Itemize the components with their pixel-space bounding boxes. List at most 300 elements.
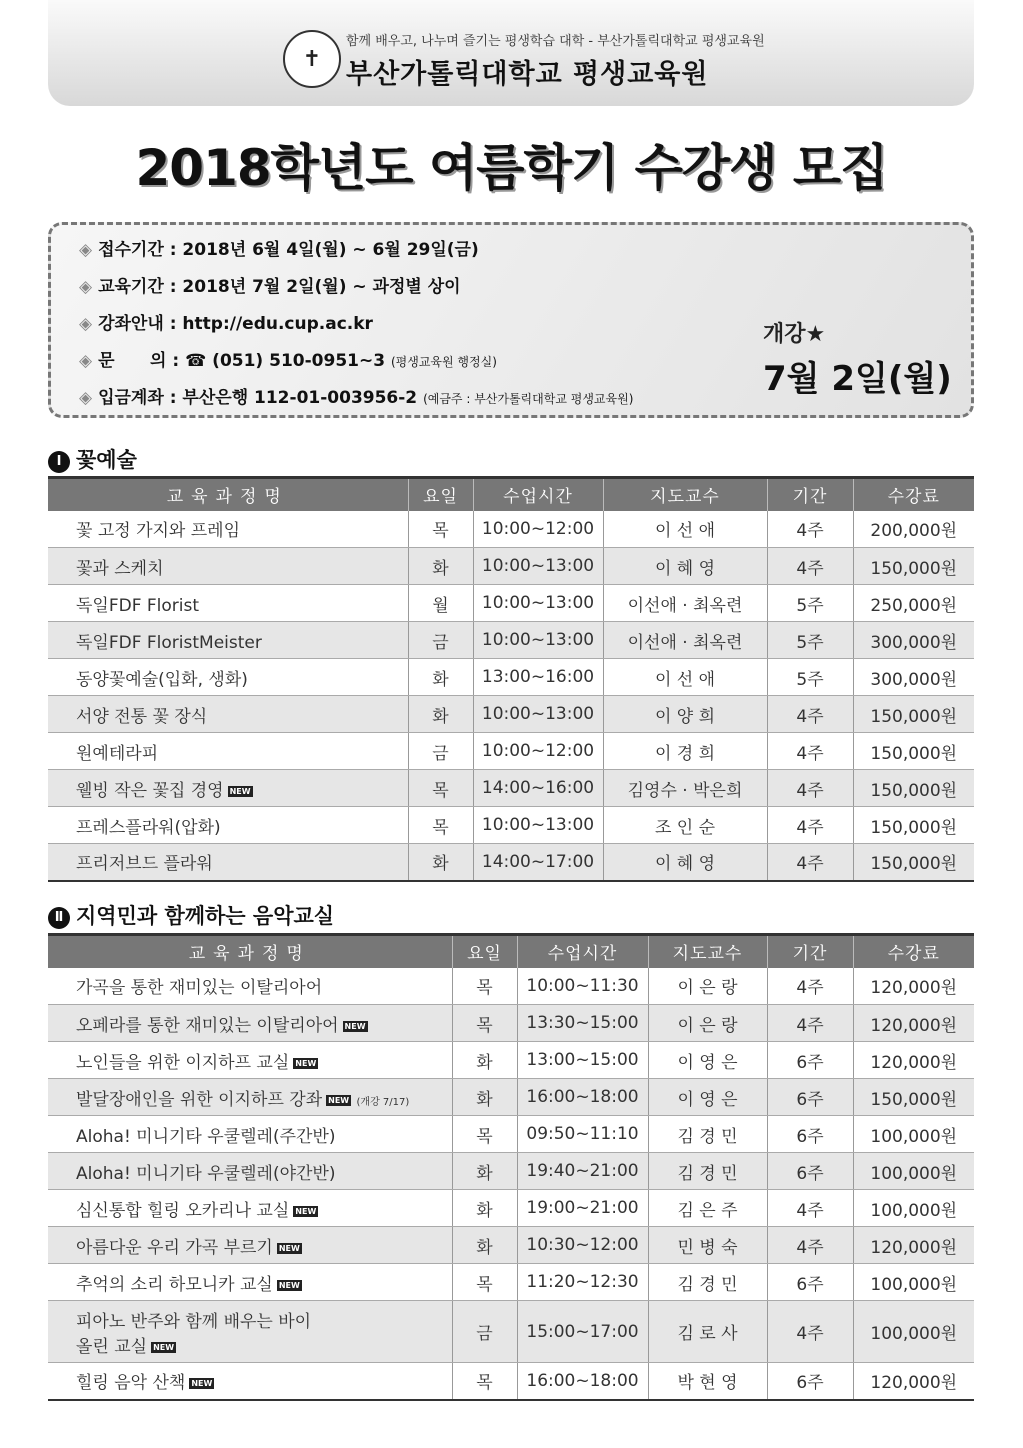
fee-cell: [853, 696, 974, 733]
cell-text: 이 은 랑: [677, 1015, 738, 1036]
weekday-cell: [408, 770, 473, 807]
course-name-cell: [48, 659, 408, 696]
cell-text: 서양 전통 꽃 장식: [76, 706, 208, 727]
info-line: ◈ 접수기간 : 2018년 6월 4일(월) ~ 6월 29일(금): [79, 240, 479, 260]
instructor-cell: [603, 622, 767, 659]
column-header: 교육과정명: [48, 478, 408, 511]
info-note: (예금주 : 부산가톨릭대학교 평생교육원): [423, 392, 634, 406]
table-row: [48, 696, 974, 733]
cell-text: 100,000원: [870, 1324, 958, 1344]
class-time-cell: [517, 1363, 648, 1400]
class-time-cell: [473, 844, 603, 881]
cell-text: 꽃과 스케치: [76, 558, 164, 579]
course-table-flower: [48, 476, 974, 882]
duration-cell: [767, 1116, 853, 1153]
cell-text: 이 혜 영: [654, 854, 716, 875]
class-time-cell: [517, 1227, 648, 1264]
cell-text: 이선애 · 최옥련: [627, 595, 743, 616]
cell-text: 금: [432, 743, 449, 764]
cell-text: 100,000원: [870, 1163, 958, 1184]
weekday-cell: [408, 548, 473, 585]
cell-text: 4주: [796, 817, 824, 838]
cell-text: 김 경 민: [677, 1274, 738, 1295]
table-row: [48, 1042, 974, 1079]
cell-text: 민 병 숙: [677, 1237, 738, 1258]
diamond-icon: ◈: [79, 277, 93, 297]
cell-text: 아름다운 우리 가곡 부르기: [76, 1237, 273, 1258]
cell-text: 150,000원: [870, 780, 958, 801]
cell-text: 4주: [796, 1200, 824, 1221]
cell-text: 4주: [796, 1015, 824, 1036]
course-name-cell: [48, 1363, 452, 1400]
cell-text: 6주: [796, 1089, 824, 1110]
university-logo: ✝: [283, 30, 341, 88]
cell-text: 이 영 은: [677, 1052, 738, 1073]
cell-text: 5주: [796, 669, 824, 690]
info-value: 부산은행 112-01-003956-2: [182, 388, 418, 408]
weekday-cell: [408, 733, 473, 770]
info-value: ☎ (051) 510-0951~3: [185, 351, 386, 371]
duration-cell: [767, 659, 853, 696]
course-name-cell: [48, 1227, 452, 1264]
cell-text: 화: [432, 669, 449, 690]
table-row: [48, 659, 974, 696]
cell-text: 150,000원: [870, 817, 958, 838]
column-header: 수강료: [853, 935, 974, 968]
cell-text: 이 선 애: [654, 521, 716, 542]
cell-text: 이 경 희: [654, 743, 716, 764]
cell-text: 김 경 민: [677, 1126, 738, 1147]
cell-text: 250,000원: [870, 595, 958, 616]
course-name-cell: [48, 1301, 452, 1363]
course-name-cell: [48, 844, 408, 881]
cell-text: Aloha! 미니기타 우쿨렐레(주간반): [76, 1126, 336, 1147]
cell-text: 목: [432, 521, 449, 542]
class-time-cell: [473, 807, 603, 844]
weekday-cell: [452, 1116, 517, 1153]
weekday-cell: [408, 844, 473, 881]
cell-text: 목: [476, 1373, 493, 1394]
cell-text: 15:00~17:00: [526, 1321, 639, 1342]
weekday-cell: [452, 1079, 517, 1116]
cell-text: 10:00~12:00: [481, 518, 595, 539]
fee-cell: [853, 1116, 974, 1153]
cell-text: 150,000원: [870, 1089, 958, 1110]
instructor-cell: [603, 585, 767, 622]
cell-text: 6주: [796, 1052, 824, 1073]
table-row: [48, 1190, 974, 1227]
table-row: [48, 770, 974, 807]
weekday-cell: [452, 1264, 517, 1301]
fee-cell: [853, 1042, 974, 1079]
cell-text: 4주: [796, 706, 824, 727]
fee-cell: [853, 968, 974, 1005]
duration-cell: [767, 1190, 853, 1227]
class-time-cell: [473, 622, 603, 659]
course-name-cell: [48, 1116, 452, 1153]
cell-text: 120,000원: [870, 1373, 958, 1394]
cell-text: 김영수 · 박은희: [627, 780, 743, 801]
class-time-cell: [473, 511, 603, 548]
fee-cell: [853, 1005, 974, 1042]
class-time-cell: [473, 659, 603, 696]
cell-text: 200,000원: [870, 521, 958, 542]
cell-text: 김 경 민: [677, 1163, 738, 1184]
cell-text: 19:00~21:00: [526, 1198, 639, 1218]
class-time-cell: [473, 585, 603, 622]
cell-text: 김 은 주: [677, 1200, 738, 1221]
cell-text: 16:00~18:00: [526, 1087, 639, 1107]
duration-cell: [767, 1079, 853, 1116]
fee-cell: [853, 1264, 974, 1301]
instructor-cell: [603, 548, 767, 585]
cell-text: 6주: [796, 1373, 824, 1394]
fee-cell: [853, 548, 974, 585]
duration-cell: [767, 696, 853, 733]
section-title-text: 꽃예술: [76, 448, 137, 472]
fee-cell: [853, 622, 974, 659]
table-row: [48, 1264, 974, 1301]
cell-text: 10:30~12:00: [526, 1235, 639, 1255]
cell-text: 150,000원: [870, 854, 958, 875]
cell-text: 꽃 고정 가지와 프레임: [76, 521, 241, 542]
cell-text: 13:30~15:00: [526, 1013, 639, 1033]
class-time-cell: [517, 968, 648, 1005]
cell-text: 이 영 은: [677, 1089, 738, 1110]
cell-text: 가곡을 통한 재미있는 이탈리아어: [76, 978, 323, 999]
table-row: [48, 1363, 974, 1400]
cell-text: 4주: [796, 743, 824, 764]
cell-text: 화: [432, 558, 449, 579]
cell-text: 120,000원: [870, 1237, 958, 1258]
course-name-cell: [48, 1042, 452, 1079]
instructor-cell: [648, 1264, 767, 1301]
course-note: (개강 7/17): [356, 1096, 410, 1108]
cell-text: 목: [432, 780, 449, 801]
instructor-cell: [648, 1079, 767, 1116]
info-value: 2018년 7월 2일(월) ~ 과정별 상이: [182, 277, 461, 297]
weekday-cell: [452, 968, 517, 1005]
table-row: [48, 511, 974, 548]
cell-text: 박 현 영: [677, 1373, 738, 1394]
course-name-cell: [48, 511, 408, 548]
organization-name: 부산가톨릭대학교 평생교육원: [346, 59, 709, 90]
cell-text: 4주: [796, 1237, 824, 1258]
table-row: [48, 1116, 974, 1153]
opening-date: 7월 2일(월): [763, 359, 952, 399]
instructor-cell: [648, 968, 767, 1005]
duration-cell: [767, 1153, 853, 1190]
fee-cell: [853, 1363, 974, 1400]
new-badge: NEW: [229, 786, 251, 796]
cell-text: 피아노 반주와 함께 배우는 바이올린 교실: [76, 1311, 312, 1357]
cell-text: 목: [476, 1126, 493, 1147]
instructor-cell: [648, 1042, 767, 1079]
fee-cell: [853, 1190, 974, 1227]
fee-cell: [853, 585, 974, 622]
column-header: 지도교수: [648, 935, 767, 968]
duration-cell: [767, 1005, 853, 1042]
cell-text: 14:00~16:00: [481, 778, 595, 798]
info-note: (평생교육원 행정실): [390, 355, 497, 369]
new-badge: NEW: [344, 1021, 366, 1031]
cell-text: 10:00~12:00: [481, 741, 595, 761]
cell-text: 웰빙 작은 꽃집 경영: [76, 780, 224, 801]
info-value: 2018년 6월 4일(월) ~ 6월 29일(금): [182, 240, 479, 260]
course-name-cell: [48, 1264, 452, 1301]
new-badge: NEW: [153, 1342, 175, 1352]
new-badge: NEW: [295, 1058, 317, 1068]
opening-label: 개강★: [763, 322, 826, 347]
cell-text: 120,000원: [870, 1015, 958, 1036]
weekday-cell: [452, 1363, 517, 1400]
cell-text: 10:00~11:30: [526, 975, 639, 996]
cell-text: 목: [476, 978, 493, 999]
cell-text: 4주: [796, 978, 824, 999]
fee-cell: [853, 1153, 974, 1190]
class-time-cell: [473, 548, 603, 585]
info-line: ◈ 입금계좌 : 부산은행 112-01-003956-2 (예금주 : 부산가톨릭대학교 평생교육원): [79, 388, 634, 408]
cell-text: 금: [432, 632, 449, 653]
new-badge: NEW: [328, 1095, 350, 1105]
cell-text: 조 인 순: [654, 817, 716, 838]
fee-cell: [853, 733, 974, 770]
cell-text: 11:20~12:30: [526, 1272, 639, 1292]
duration-cell: [767, 770, 853, 807]
cell-text: 독일FDF Florist: [76, 595, 200, 616]
weekday-cell: [408, 511, 473, 548]
cell-text: 이 선 애: [654, 669, 716, 690]
cell-text: 14:00~17:00: [481, 851, 595, 872]
cell-text: 이 양 희: [654, 706, 716, 727]
weekday-cell: [452, 1042, 517, 1079]
fee-cell: [853, 1227, 974, 1264]
class-time-cell: [517, 1190, 648, 1227]
cell-text: 300,000원: [870, 632, 958, 653]
new-badge: NEW: [278, 1280, 300, 1290]
table-row: [48, 1301, 974, 1363]
course-name-cell: [48, 622, 408, 659]
info-value[interactable]: http://edu.cup.ac.kr: [182, 314, 373, 334]
duration-cell: [767, 1363, 853, 1400]
instructor-cell: [648, 1116, 767, 1153]
duration-cell: [767, 548, 853, 585]
section-title-text: 지역민과 함께하는 음악교실: [76, 904, 335, 928]
column-header: 수업시간: [517, 935, 648, 968]
section-number: Ⅱ: [48, 907, 70, 929]
weekday-cell: [452, 1301, 517, 1363]
course-name-cell: [48, 733, 408, 770]
duration-cell: [767, 733, 853, 770]
duration-cell: [767, 968, 853, 1005]
info-line: ◈ 교육기간 : 2018년 7월 2일(월) ~ 과정별 상이: [79, 277, 461, 297]
cell-text: 화: [476, 1237, 493, 1258]
cell-text: 10:00~13:00: [481, 556, 595, 576]
course-name-cell: [48, 1190, 452, 1227]
cell-text: 노인들을 위한 이지하프 교실: [76, 1052, 290, 1073]
instructor-cell: [603, 511, 767, 548]
instructor-cell: [603, 770, 767, 807]
fee-cell: [853, 844, 974, 881]
column-header: 수업시간: [473, 478, 603, 511]
table-row: [48, 844, 974, 881]
cell-text: 19:40~21:00: [526, 1161, 639, 1181]
cell-text: 화: [432, 854, 449, 875]
cell-text: 화: [476, 1163, 493, 1184]
cell-text: 6주: [796, 1126, 824, 1147]
instructor-cell: [648, 1363, 767, 1400]
cell-text: 6주: [796, 1274, 824, 1295]
cell-text: 오페라를 통한 재미있는 이탈리아어: [76, 1015, 339, 1036]
column-header: 수강료: [853, 478, 974, 511]
cell-text: 5주: [796, 595, 824, 616]
cell-text: 300,000원: [870, 669, 958, 690]
info-label: 입금계좌: [98, 388, 164, 408]
section-title-music: [48, 900, 334, 930]
cell-text: 화: [432, 706, 449, 727]
cell-text: 프레스플라워(압화): [76, 817, 221, 838]
cell-text: 13:00~15:00: [526, 1050, 639, 1070]
table-row: [48, 1153, 974, 1190]
cell-text: 김 로 사: [677, 1324, 738, 1344]
cell-text: 목: [476, 1274, 493, 1295]
weekday-cell: [452, 1153, 517, 1190]
info-line: ◈ 강좌안내 : http://edu.cup.ac.kr: [79, 314, 373, 334]
weekday-cell: [408, 659, 473, 696]
column-header: 기간: [767, 478, 853, 511]
column-header: 요일: [408, 478, 473, 511]
weekday-cell: [452, 1005, 517, 1042]
cell-text: 이 은 랑: [677, 978, 738, 999]
new-badge: NEW: [295, 1206, 317, 1216]
cell-text: 추억의 소리 하모니카 교실: [76, 1274, 273, 1295]
fee-cell: [853, 1079, 974, 1116]
duration-cell: [767, 844, 853, 881]
course-name-cell: [48, 1005, 452, 1042]
cell-text: 4주: [796, 521, 824, 542]
diamond-icon: ◈: [79, 388, 93, 408]
table-row: [48, 807, 974, 844]
cell-text: 10:00~13:00: [481, 704, 595, 724]
course-name-cell: [48, 807, 408, 844]
cell-text: 월: [432, 595, 449, 616]
duration-cell: [767, 1264, 853, 1301]
class-time-cell: [473, 733, 603, 770]
cell-text: 100,000원: [870, 1126, 958, 1147]
column-header: 교육과정명: [48, 935, 452, 968]
course-name-cell: [48, 1153, 452, 1190]
cell-text: 프리저브드 플라워: [76, 854, 213, 875]
class-time-cell: [517, 1116, 648, 1153]
cell-text: 09:50~11:10: [526, 1124, 639, 1144]
cell-text: 화: [476, 1089, 493, 1110]
cell-text: 150,000원: [870, 558, 958, 579]
table-row: [48, 548, 974, 585]
weekday-cell: [408, 622, 473, 659]
section-title-flower: [48, 444, 137, 474]
info-line: ◈ 문 의 : ☎ (051) 510-0951~3 (평생교육원 행정실): [79, 351, 497, 371]
instructor-cell: [648, 1227, 767, 1264]
instructor-cell: [603, 659, 767, 696]
cell-text: 독일FDF FloristMeister: [76, 632, 262, 653]
page-title: 2018학년도 여름학기 수강생 모집: [135, 139, 888, 197]
cell-text: 4주: [796, 558, 824, 579]
fee-cell: [853, 659, 974, 696]
table-row: [48, 1079, 974, 1116]
table-row: [48, 968, 974, 1005]
column-header: 지도교수: [603, 478, 767, 511]
weekday-cell: [408, 807, 473, 844]
table-row: [48, 1005, 974, 1042]
info-box: [48, 222, 974, 418]
cell-text: 4주: [796, 1324, 824, 1344]
cell-text: 금: [476, 1324, 493, 1344]
duration-cell: [767, 1042, 853, 1079]
cell-text: 목: [432, 817, 449, 838]
duration-cell: [767, 511, 853, 548]
cell-text: 이 혜 영: [654, 558, 716, 579]
weekday-cell: [452, 1190, 517, 1227]
cell-text: 10:00~13:00: [481, 815, 595, 835]
column-header: 기간: [767, 935, 853, 968]
class-time-cell: [517, 1153, 648, 1190]
instructor-cell: [648, 1005, 767, 1042]
duration-cell: [767, 1301, 853, 1363]
weekday-cell: [408, 696, 473, 733]
class-time-cell: [517, 1079, 648, 1116]
table-row: [48, 622, 974, 659]
class-time-cell: [473, 770, 603, 807]
weekday-cell: [408, 585, 473, 622]
info-label: 교육기간: [98, 277, 164, 297]
cell-text: 4주: [796, 780, 824, 801]
cell-text: 5주: [796, 632, 824, 653]
fee-cell: [853, 511, 974, 548]
table-row: [48, 585, 974, 622]
cell-text: 4주: [796, 854, 824, 875]
cell-text: 목: [476, 1015, 493, 1036]
course-name-cell: [48, 770, 408, 807]
class-time-cell: [517, 1264, 648, 1301]
diamond-icon: ◈: [79, 351, 93, 371]
cell-text: 동양꽃예술(입화, 생화): [76, 669, 248, 690]
fee-cell: [853, 770, 974, 807]
cell-text: 13:00~16:00: [481, 667, 595, 687]
cell-text: 심신통합 힐링 오카리나 교실: [76, 1200, 290, 1221]
cell-text: 100,000원: [870, 1274, 958, 1295]
cell-text: 6주: [796, 1163, 824, 1184]
table-row: [48, 733, 974, 770]
new-badge: NEW: [278, 1243, 300, 1253]
instructor-cell: [648, 1190, 767, 1227]
class-time-cell: [517, 1042, 648, 1079]
course-name-cell: [48, 548, 408, 585]
column-header: 요일: [452, 935, 517, 968]
class-time-cell: [517, 1301, 648, 1363]
cell-text: 화: [476, 1200, 493, 1221]
duration-cell: [767, 585, 853, 622]
course-name-cell: [48, 1079, 452, 1116]
diamond-icon: ◈: [79, 240, 93, 260]
cell-text: 발달장애인을 위한 이지하프 강좌: [76, 1089, 323, 1110]
cell-text: 150,000원: [870, 706, 958, 727]
course-name-cell: [48, 968, 452, 1005]
fee-cell: [853, 807, 974, 844]
cell-text: 120,000원: [870, 978, 958, 999]
course-table-music: [48, 933, 974, 1401]
cell-text: 100,000원: [870, 1200, 958, 1221]
cell-text: 10:00~13:00: [481, 593, 595, 613]
